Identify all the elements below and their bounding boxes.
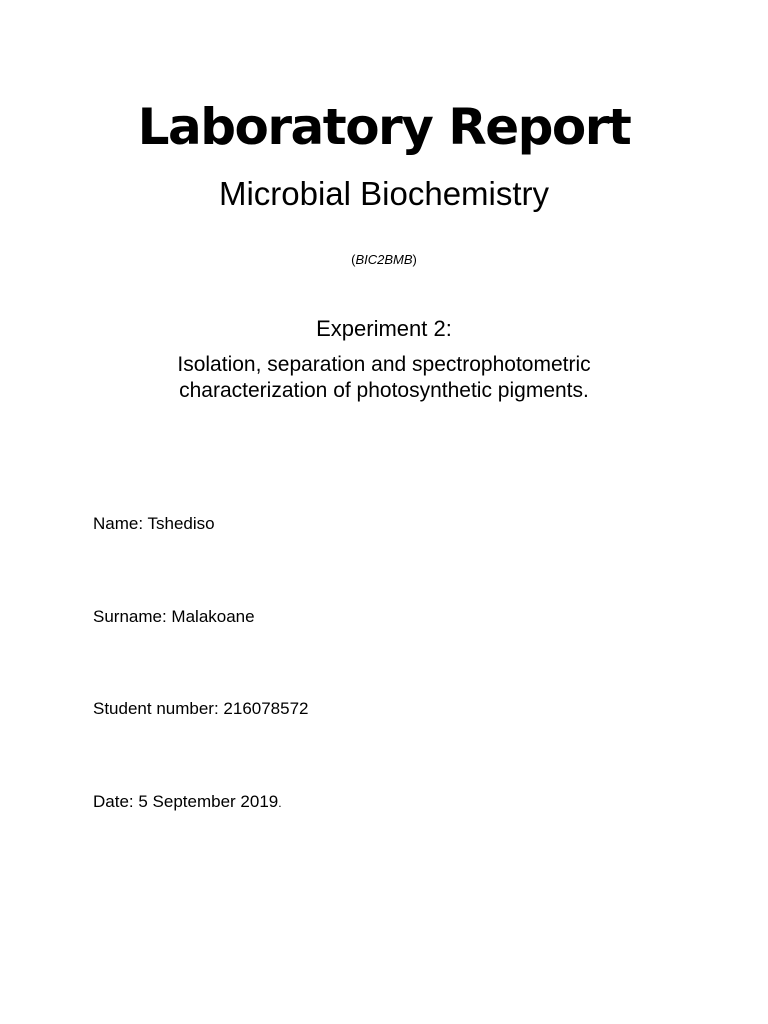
experiment-title <box>0 352 768 404</box>
course-code <box>0 251 768 269</box>
report-subject: Microbial Biochemistry <box>218 175 550 212</box>
report-date-text: Date: 5 September 2019 <box>93 792 279 811</box>
report-date <box>93 791 282 814</box>
course-code-text: BIC2BMB <box>355 252 413 267</box>
experiment-title-line-1: Isolation, separation and spectrophotometric <box>177 353 591 376</box>
experiment-title-line-2: characterization of photosynthetic pigments. <box>179 379 589 402</box>
student-surname: Surname: Malakoane <box>93 607 255 626</box>
report-title: Laboratory Report <box>137 98 631 156</box>
report-date-period: . <box>278 796 282 810</box>
student-name: Name: Tshediso <box>93 514 215 533</box>
experiment-heading: Experiment 2: <box>316 316 452 341</box>
course-code-open-paren: ( <box>351 252 356 267</box>
student-number: Student number: 216078572 <box>93 699 309 718</box>
course-code-close-paren: ) <box>412 252 417 267</box>
